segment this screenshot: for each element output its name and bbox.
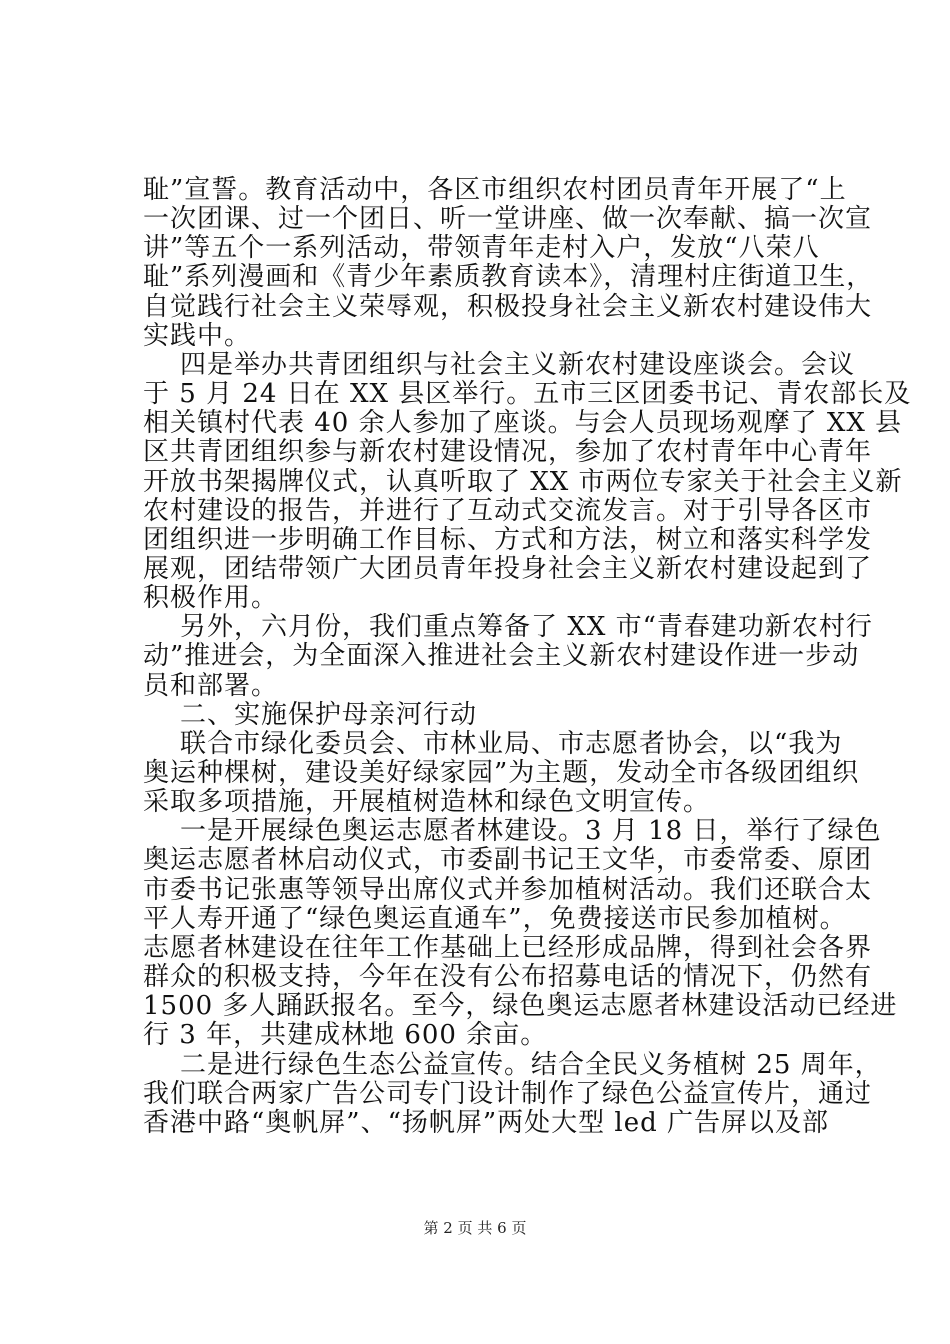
text-line: 讲”等五个一系列活动，带领青年走村入户，发放“八荣八 <box>143 233 820 264</box>
text-line: 农村建设的报告，并进行了互动式交流发言。对于引导各区市 <box>143 495 873 526</box>
text-line: 二、实施保护母亲河行动 <box>143 699 478 730</box>
text-line: 开放书架揭牌仪式，认真听取了 XX 市两位专家关于社会主义新 <box>143 466 903 497</box>
text-line: 奥运种棵树，建设美好绿家园”为主题，发动全市各级团组织 <box>143 758 860 788</box>
text-line: 积极作用。 <box>143 583 279 614</box>
text-line: 员和部署。 <box>143 670 279 701</box>
text-line: 自觉践行社会主义荣辱观，积极投身社会主义新农村建设伟大 <box>143 291 873 322</box>
page-footer: 第 2 页 共 6 页 <box>423 1219 527 1237</box>
text-line: 志愿者林建设在往年工作基础上已经形成品牌，得到社会各界 <box>143 932 873 963</box>
text-line: 二是进行绿色生态公益宣传。结合全民义务植树 25 周年， <box>143 1049 882 1080</box>
text-line: 相关镇村代表 40 余人参加了座谈。与会人员现场观摩了 XX 县 <box>143 408 903 439</box>
text-line: 展观，团结带领广大团员青年投身社会主义新农村建设起到了 <box>143 553 873 584</box>
text-line: 一是开展绿色奥运志愿者林建设。3 月 18 日，举行了绿色 <box>143 816 882 847</box>
text-line: 联合市绿化委员会、市林业局、市志愿者协会，以“我为 <box>143 728 843 759</box>
text-line: 区共青团组织参与新农村建设情况，参加了农村青年中心青年 <box>143 437 873 468</box>
text-line: 行 3 年，共建成林地 600 余亩。 <box>143 1020 548 1051</box>
text-line: 采取多项措施，开展植树造林和绿色文明宣传。 <box>143 787 711 818</box>
text-line: 动”推进会，为全面深入推进社会主义新农村建设作进一步动 <box>143 641 860 672</box>
text-line: 四是举办共青团组织与社会主义新农村建设座谈会。会议 <box>143 349 856 380</box>
text-line: 一次团课、过一个团日、听一堂讲座、做一次奉献、搞一次宣 <box>143 204 873 235</box>
text-line: 群众的积极支持，今年在没有公布招募电话的情况下，仍然有 <box>143 962 873 993</box>
text-line: 实践中。 <box>143 320 252 351</box>
text-line: 耻”系列漫画和《青少年素质教育读本》，清理村庄街道卫生， <box>143 262 874 293</box>
text-line: 于 5 月 24 日在 XX 县区举行。五市三区团委书记、青农部长及 <box>143 379 912 410</box>
text-line: 团组织进一步明确工作目标、方式和方法，树立和落实科学发 <box>143 524 873 555</box>
text-line: 市委书记张惠等领导出席仪式并参加植树活动。我们还联合太 <box>143 874 873 905</box>
text-line: 奥运志愿者林启动仪式，市委副书记王文华，市委常委、原团 <box>143 845 873 876</box>
text-line: 我们联合两家广告公司专门设计制作了绿色公益宣传片，通过 <box>143 1078 873 1109</box>
text-line: 平人寿开通了“绿色奥运直通车”，免费接送市民参加植树。 <box>143 903 847 934</box>
text-line: 另外，六月份，我们重点筹备了 XX 市“青春建功新农村行 <box>143 612 873 643</box>
text-line: 耻”宣誓。教育活动中，各区市组织农村团员青年开展了“上 <box>143 175 847 205</box>
text-line: 香港中路“奥帆屏”、“扬帆屏”两处大型 led 广告屏以及部 <box>143 1107 830 1138</box>
text-line: 1500 多人踊跃报名。至今，绿色奥运志愿者林建设活动已经进 <box>143 991 898 1022</box>
